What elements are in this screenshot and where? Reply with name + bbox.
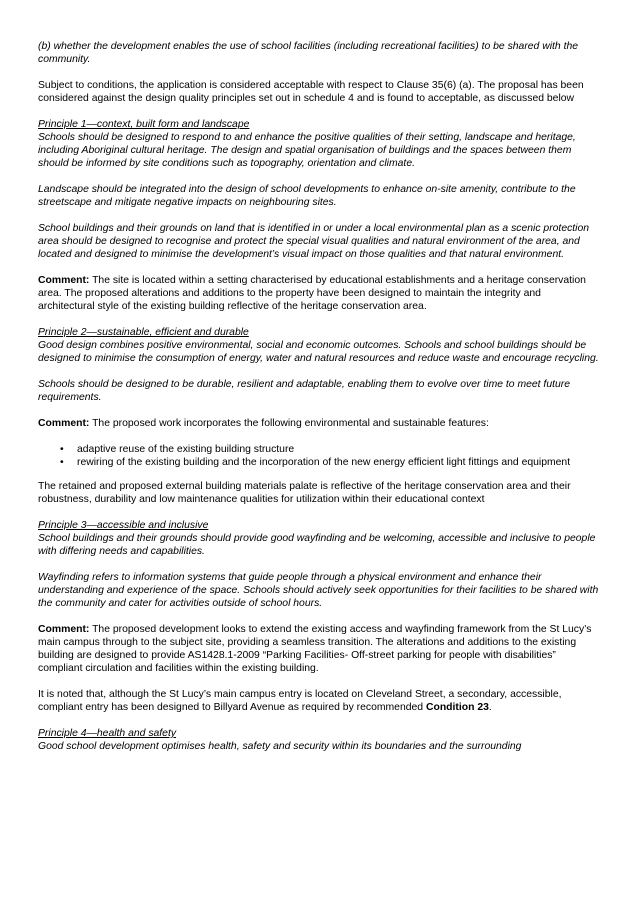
materials-paragraph: The retained and proposed external building materials palate is reflective of the heritage conservation area and their robustness, durability and low maintenance qualities for utilization within their educational context bbox=[38, 481, 571, 505]
condition-reference: Condition 23 bbox=[425, 702, 489, 713]
principle-3-paragraph-2: Wayfinding refers to information systems that guide people through a physical environment and enhance their understanding and experience of the space. Schools should actively seek opportunities for their facilities to be shared with the community and cater for activities outside of school hours. bbox=[38, 572, 599, 609]
principle-3-heading: Principle 3—accessible and inclusive bbox=[38, 520, 209, 531]
comment-text: The site is located within a setting characterised by educational establishments and a heritage conservation area. The proposed alterations and additions to the property have been designed to maintain the integrity and architectural style of the existing building reflective of the heritage conservation area. bbox=[38, 275, 586, 312]
principle-2-paragraph-1: Good design combines positive environmental, social and economic outcomes. Schools and school buildings should be designed to minimise the consumption of energy, water and natural resources and reduce waste and encourage recycling. bbox=[38, 340, 599, 364]
comment-label: Comment: bbox=[38, 275, 90, 286]
principle-1-comment bbox=[38, 274, 600, 313]
principle-3-paragraph-1: School buildings and their grounds should provide good wayfinding and be welcoming, accessible and inclusive to people with differing needs and capabilities. bbox=[38, 533, 596, 557]
principle-1-paragraph-1: Schools should be designed to respond to and enhance the positive qualities of their setting, landscape and heritage, including Aboriginal cultural heritage. The design and spatial organisation of buildings and the spaces between them should be informed by site conditions such as topography, orientation and climate. bbox=[38, 132, 576, 169]
subject-to-conditions-paragraph: Subject to conditions, the application is considered acceptable with respect to Clause 35(6) (a). The proposal has been considered against the design quality principles set out in schedule 4 and is found to acceptable, as discussed below bbox=[38, 80, 584, 104]
principle-4-paragraph-1: Good school development optimises health, safety and security within its boundaries and the surrounding bbox=[38, 741, 522, 752]
principle-1-heading: Principle 1—context, built form and landscape bbox=[38, 119, 250, 130]
principle-1-paragraph-3: School buildings and their grounds on land that is identified in or under a local environmental plan as a scenic protection area should be designed to recognise and protect the special visual qualities and natural environment of the area, and located and designed to minimise the development’s visual impact on those qualities and that natural environment. bbox=[38, 223, 590, 260]
principle-4-heading: Principle 4—health and safety bbox=[38, 728, 177, 739]
principle-1-paragraph-2: Landscape should be integrated into the design of school developments to enhance on-site amenity, contribute to the streetscape and mitigate negative impacts on neighbouring sites. bbox=[38, 184, 576, 208]
comment-text: The proposed development looks to extend the existing access and wayfinding framework from the St Lucy’s main campus through to the subject site, providing a seamless transition. The alterations and additions to the existing building are designed to provide AS1428.1-2009 “Parking Facilities- Off-street parking for people with disabilities” compliant circulation and facilities within the existing building. bbox=[38, 624, 592, 674]
list-item: • adaptive reuse of the existing building structure bbox=[38, 443, 600, 456]
sustainable-features-list bbox=[38, 443, 600, 469]
principle-2-paragraph-2: Schools should be designed to be durable, resilient and adaptable, enabling them to evolve over time to meet future requirements. bbox=[38, 379, 570, 403]
list-item: • rewiring of the existing building and the incorporation of the new energy efficient light fittings and equipment bbox=[38, 456, 600, 469]
principle-2-heading: Principle 2—sustainable, efficient and durable bbox=[38, 327, 249, 338]
comment-text: The proposed work incorporates the following environmental and sustainable features: bbox=[89, 418, 489, 429]
comment-label: Comment: bbox=[38, 624, 90, 635]
principle-2-comment bbox=[38, 417, 600, 430]
document-page bbox=[38, 40, 600, 753]
entry-note-end: . bbox=[488, 702, 492, 713]
entry-note-text: It is noted that, although the St Lucy’s main campus entry is located on Cleveland Street, a secondary, accessible, compliant entry has been designed to Billyard Avenue as required by recommended bbox=[38, 689, 562, 713]
principle-3-comment bbox=[38, 623, 600, 675]
entry-note-paragraph bbox=[38, 688, 600, 714]
criterion-b-text: (b) whether the development enables the use of school facilities (including recreational facilities) to be shared with the community. bbox=[38, 41, 579, 65]
comment-label: Comment: bbox=[38, 418, 90, 429]
